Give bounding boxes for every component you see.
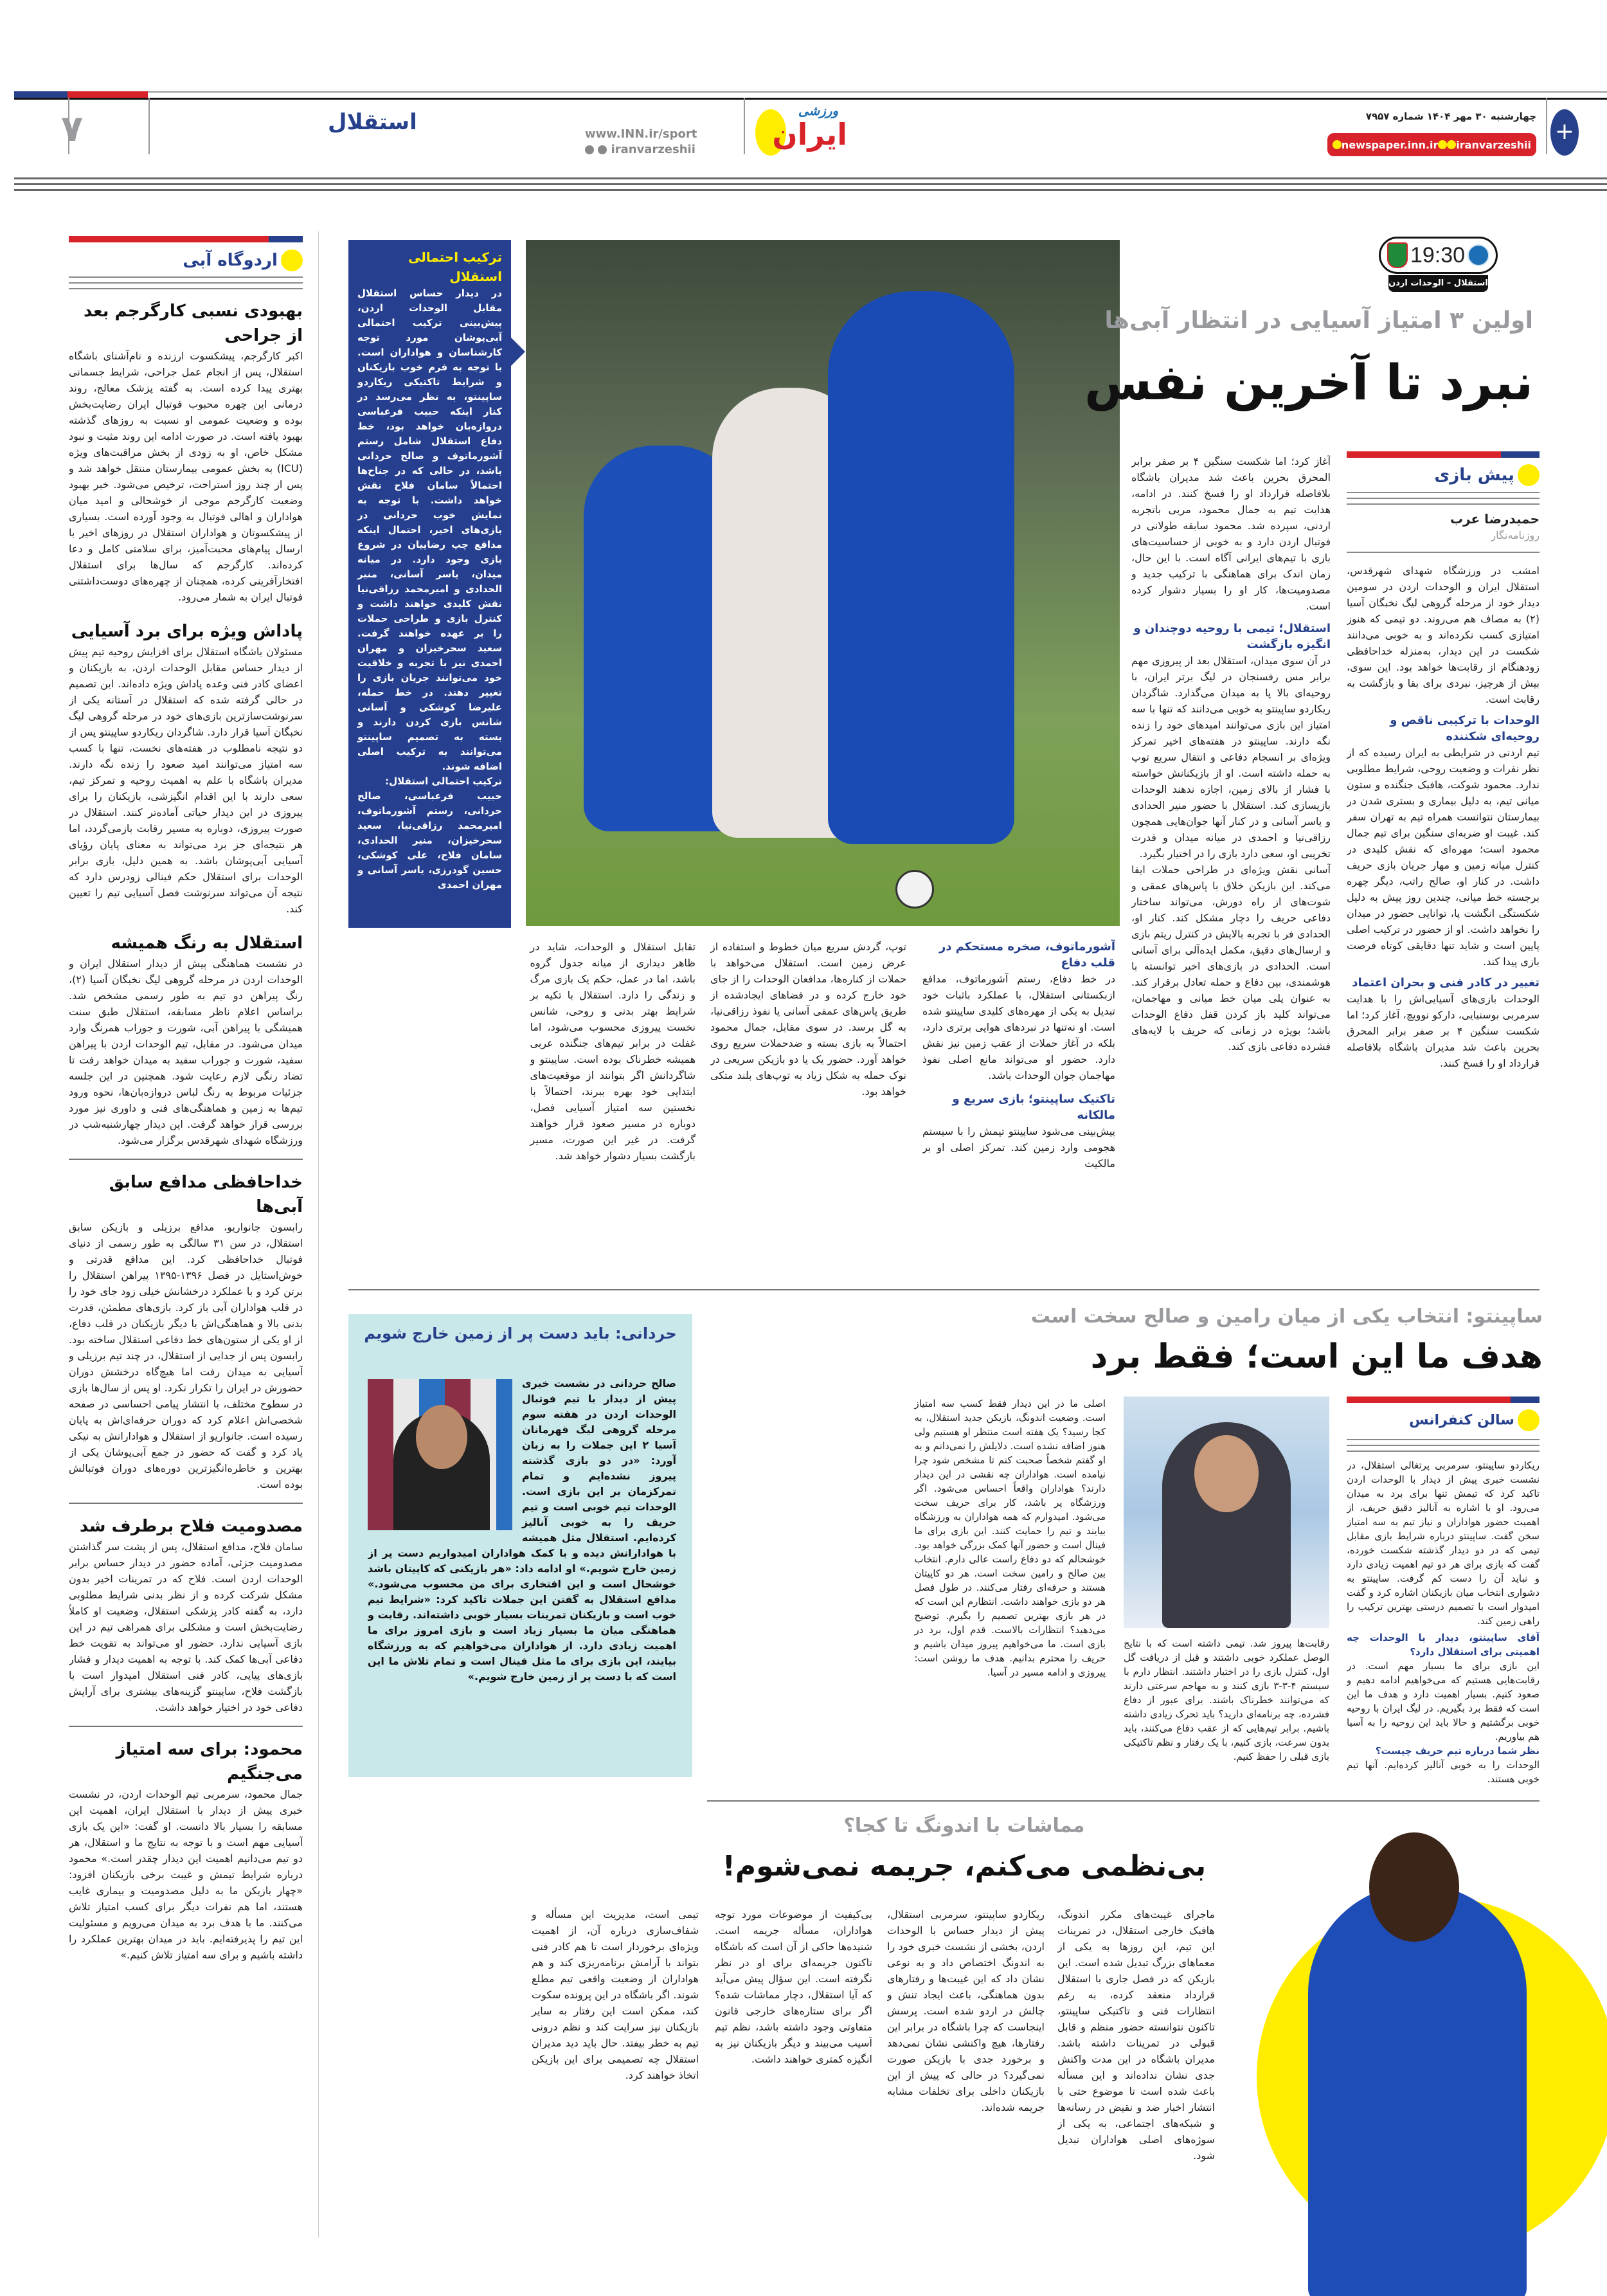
endong-col1: ماجرای غیبت‌های مکرر اندونگ، هافبک خارجی استقلال، در تمرینات این تیم، این روزها به یکی از معماهای بزرگ تبدیل شده است. این بازیکن که در فصل جاری با استقلال قرارداد منعقد کرده، به رغم انتظارات فنی و تاکتیکی ساپینتو، تاکنون نتوانسته حضور منظم و قابل قبولی در تمرینات داشته باشد. مدیران باشگاه در این مدت واکنش جدی نشان نداده‌اند و این مسأله باعث شده است تا موضوع حتی با انتشار اخبار ضد و نقیض در رسانه‌ها و شبکه‌های اجتماعی، به یکی از سوژه‌های اصلی هواداران تبدیل شود.: [1057, 1908, 1215, 2162]
main-article-col3: آشورماتوف، صخره مستحکم در قلب دفاع در خط دفاع، رستم آشورماتوف، مدافع ازبکستانی استقلال، با عملکرد باثبات خود تبدیل به یکی از مهره‌های کلیدی ساپینتو شده است. او نه‌تنها در نبردهای هوایی برتری دارد، بلکه در آغاز حملات از عقب زمین نیز نقش دارد. حضور او می‌تواند مانع اصلی نفوذ مهاجمان جوان الوحدات باشد. تاکتیک ساپینتو؛ بازی سریع و مالکانه پیش‌بینی می‌شود ساپینتو تیمش را با سیستم هجومی وارد زمین کند. تمرکز اصلی او بر مالکیت: [922, 940, 1115, 1170]
sidebar-item-title: استقلال به رنگ همیشه: [111, 934, 303, 953]
conference-title: هدف ما این است؛ فقط برد: [1090, 1337, 1543, 1376]
sidebar-section-label: اردوگاه آبی: [69, 249, 303, 271]
author-name: حمیدرضا عرب: [1450, 511, 1540, 527]
subhead: تاکتیک ساپینتو؛ بازی سریع و مالکانه: [952, 1092, 1115, 1122]
divider: [69, 1726, 303, 1727]
sidebar-item-title: مصدومیت فلاح برطرف شد: [79, 1517, 303, 1536]
sidebar-item-title: پاداش ویژه برای برد آسیایی: [71, 622, 303, 641]
endong-title: بی‌نظمی می‌کنم، جریمه نمی‌شوم!: [722, 1850, 1207, 1883]
main-kicker: اولین ۳ امتیاز آسیایی در انتظار آبی‌ها: [1104, 307, 1533, 334]
globe-icon: [1333, 140, 1342, 149]
lineup-box-pointer: [511, 338, 525, 366]
player-blue-2: [828, 291, 1014, 844]
esteghlal-logo: [1468, 244, 1489, 266]
conference-kicker: ساپینتو: انتخاب یکی از میان رامین و صالح سخت است: [1030, 1305, 1543, 1328]
sidebar-item: [69, 931, 303, 1148]
sidebar-item-title: محمود: برای سه امتیاز می‌جنگیم: [116, 1740, 303, 1784]
endong-col2: ریکاردو ساپینتو، سرمربی استقلال، پیش از دیدار حساس با الوحدات اردن، بخشی از نشست خبری خود را به اندونگ اختصاص داد و به نوعی نشان داد که این غیبت‌ها و رفتارهای بدون هماهنگی، باعث ایجاد تنش و چالش در اردو شده است. پرسش اینجاست که چرا باشگاه در برابر این رفتارها، هیچ واکنشی نشان نمی‌دهد و برخورد جدی با بازیکن صورت نمی‌گیرد؟ در حالی که پیش از این بازیکنان داخلی برای تخلفات مشابه جریمه شده‌اند.: [887, 1908, 1045, 2113]
sidebar-item: [69, 1170, 303, 1492]
section-color-bar: [1347, 451, 1540, 458]
lineup-box-text: در دیدار حساس استقلال مقابل الوحدات اردن، پیش‌بینی ترکیب احتمالی آبی‌پوشان مورد توجه کارشناسان و هواداران است. با توجه به فرم خوب بازیکنان و شرایط تاکتیکی ریکاردو ساپینتو، به نظر می‌رسد در کنار اینکه حبیب فرعباسی دروازه‌بان خواهد بود، خط دفاع استقلال شامل رستم آشورماتوف و صالح حردانی باشد، در حالی که در جناح‌ها احتمالاً سامان فلاح نقش خواهد داشت. با توجه به نمایش خوب حردانی در بازی‌های اخیر، احتمال اینکه مدافع چپ رضاییان در شروع بازی وجود دارد. در میانه میدان، یاسر آسانی، منیر الحدادی و امیرمحمد رزاقی‌نیا نقش کلیدی خواهند داشت و کنترل بازی و طراحی حملات را بر عهده خواهند گرفت. سعید سحرخیزان و مهران احمدی نیز با تجربه و خلاقیت خود می‌توانند جریان بازی را تغییر دهند. در خط حمله، علیرضا کوشکی و آسانی شانس بازی کردن دارند و بسته به تصمیم ساپینتو می‌توانند به ترکیب اصلی اضافه شوند.: [357, 287, 502, 772]
instagram-icon: [1447, 140, 1456, 149]
hardani-title: حردانی: باید دست پر از زمین خارج شویم: [364, 1324, 677, 1342]
section-color-bar: [1347, 1397, 1540, 1403]
endong-figure: [1308, 1884, 1527, 2296]
sidebar-item-text: در نشست هماهنگی پیش از دیدار استقلال ایران و الوحدات اردن در مرحله گروهی لیگ نخبگان آسیا (۲)، رنگ پیراهن دو تیم به طور رسمی مشخص شد. براساس اعلام ناظر مسابقه، استقلال طبق سنت همیشگی با پیراهن آبی، شورت و جوراب همرنگ وارد میدان می‌شود. در مقابل، تیم الوحدات اردن با پیراهن سفید، شورت و جوراب سفید به میدان خواهد رفت تا تضاد رنگی لازم رعایت شود. همچنین در این جلسه جزئیات مربوط به رنگ لباس دروازه‌بان‌ها، نحوه ورود تیم‌ها به زمین و هماهنگی‌های فنی و داوری نیز مورد بررسی قرار خواهد گرفت. این دیدار چهارشنبه‌شب در ورزشگاه شهدای شهرقدس برگزار می‌شود.: [69, 957, 303, 1146]
sidebar-column: [69, 299, 303, 2289]
divider: [69, 1159, 303, 1160]
section-title: استقلال: [328, 109, 417, 135]
lineup-label: ترکیب احتمالی استقلال:: [385, 775, 502, 787]
football-icon: [895, 870, 934, 908]
alwehdat-logo: [1387, 242, 1408, 268]
main-article-col4: توپ، گردش سریع میان خطوط و استفاده از عرض زمین است. استقلال می‌خواهد با حملات از کناره‌ها، مدافعان الوحدات را از جای خود خارج کرده و در فضاهای ایجادشده از طریق پاس‌های عمقی آسانی یا نفوذ رزاقی‌نیا، به گل برسد. در سوی مقابل، جمال محمود احتمالاً به بازی بسته و ضدحملات سریع روی خواهد آورد. حضور یک یا دو بازیکن سریعی در نوک حمله به شکل زیاد به توپ‌های بلند متکی خواهد بود.: [710, 941, 906, 1098]
main-article-col1: امشب در ورزشگاه شهدای شهرقدس، استقلال ایران و الوحدات اردن در سومین دیدار خود از مرحله گروهی لیگ نخبگان آسیا (۲) به مصاف هم می‌روند. دو تیمی که هنوز امتیازی کسب نکرده‌اند و به خوبی می‌دانند شکست در این دیدار، به‌منزله خداحافظی زودهنگام از رقابت‌ها خواهد بود. این سوی، بیش از هرچیز، نبردی برای بقا و بازگشت به رقابت است. الوحدات با ترکیبی ناقص و روحیه‌ای شکننده تیم اردنی در شرایطی به ایران رسیده که از نظر نفرات و وضعیت روحی، شرایط مطلوبی ندارد. محمود شوکت، هافبک جنگنده و ستون میانی تیم، به دلیل بیماری و بستری شدن در بیمارستان نتوانست همراه تیم به تهران سفر کند. غیبت او ضربه‌ای سنگین برای تیم جمال محمود است؛ مهره‌ای که نقش کلیدی در کنترل میانه زمین و مهار جریان بازی حریف داشت. در کنار او، صالح راتب، دیگر چهره برجسته خط میانی، چندین روز پیش به دلیل شکستگی انگشت پا، توانایی حضور در میدان را نخواهد داشت. او از حضور در ترکیب اصلی پایین است و شاید تنها دقایقی کوتاه فرصت بازی پیدا کند. تغییر در کادر فنی و بحران اعتماد الوحدات بازی‌های آسیایی‌اش را با هدایت سرمربی بوسنیایی، دارکو نوویچ، آغاز کرد؛ اما شکست سنگین ۴ بر صفر برابر المحرق بحرین باعث شد مدیران باشگاه بلافاصله قرارداد او را فسخ کنند.: [1347, 565, 1540, 1069]
conference-col2: رقابت‌ها پیروز شد. تیمی داشته است که با نتایج الوصل عملکرد خوبی داشتند و قبل از دریافت گل اول، کنترل بازی را در اختیار داشتند. انتظار دارم با سیستم ۴-۳-۳ بازی کنند و به مهاجم سرعتی دارند که می‌توانند خطرناک باشند. برای عبور از دفاع فشرده، چه برنامه‌ای دارید؟ باید تحرک زیادی داشته باشیم. برابر تیم‌هایی که از عقب دفاع می‌کنند، باید بدون سرعت، بازی کنیم، با یک رفتار و نظم تاکتیکی بازی قبلی را حفظ کنیم.: [1124, 1638, 1329, 1762]
sidebar-color-bar: [69, 236, 303, 242]
section-label-pishbazi: پیش بازی: [1347, 464, 1540, 486]
main-article-col2: آغاز کرد؛ اما شکست سنگین ۴ بر صفر برابر المحرق بحرین باعث شد مدیران باشگاه بلافاصله قرارداد او را فسخ کنند. در ادامه، هدایت تیم به جمال محمود، مربی باتجربه اردنی، سپرده شد. محمود سابقه طولانی در فوتبال اردن دارد و به خوبی از حساسیت‌های بازی با تیم‌های ایرانی آگاه است. با این حال، زمان اندک برای هماهنگی با ترکیب جدید و مصدومیت‌ها، کار او را بسیار دشوار کرده است. استقلال؛ تیمی با روحیه دوچندان و انگیزه بازگشت در آن سوی میدان، استقلال بعد از پیروزی مهم برابر مس رفسنجان در لیگ برتر ایران، با روحیه‌ای بالا پا به میدان می‌گذارد. شاگردان ریکاردو ساپینتو به خوبی می‌دانند که تنها با سه امتیاز این بازی می‌توانند امیدهای خود را زنده نگه دارند. ساپینتو در هفته‌های اخیر تمرکز ویژه‌ای بر انسجام دفاعی و انتقال سریع توپ به حمله داشته است. او از بازیکنانش خواسته با فشار از بالای زمین، اجازه ندهند الوحدات بازیسازی کند. استقلال با حضور منیر الحدادی و یاسر آسانی و در کنار آنها جوان‌هایی همچون رزاقی‌نیا و احمدی در میانه میدان و قدرت تخریبی او، سعی دارد بازی را در اختیار بگیرد. آسانی نقش ویژه‌ای در طراحی حملات ایفا می‌کند. این بازیکن خلاق با پاس‌های عمقی و شوت‌های از راه دورش، می‌تواند ساختار دفاعی حریف را دچار مشکل کند. کنار او، الحدادی فر با تجربه بالایش در کنترل ریتم بازی و ارسال‌های دقیق، مکمل ایده‌آلی برای آسانی است. الحدادی در بازی‌های اخیر توانسته با هوشمندی، بین دفاع و حمله تعادل برقرار کند. به عنوان پلی میان خط میانی و مهاجمان، می‌تواند کلید باز کردن قفل دفاع الوحدات باشد؛ بویژه در زمانی که حریف با لایه‌های فشرده دفاعی بازی کند.: [1131, 455, 1331, 1053]
endong-col3: بی‌کیفیت از موضوعات مورد توجه هواداران، مسأله جریمه است. شنیده‌ها حاکی از آن است که باشگاه تاکنون جریمه‌ای برای او در نظر نگرفته است. این سؤال پیش می‌آید که آیا استقلال، دچار مماشات شده؟ اگر برای ستاره‌های خارجی قانون متفاوتی وجود داشته باشد، نظم تیم آسیب می‌بیند و دیگر بازیکنان نیز به انگیزه کمتری خواهند داشت.: [715, 1908, 872, 2065]
sidebar-item: [69, 1737, 303, 1963]
conference-col3: اصلی ما در این دیدار فقط کسب سه امتیاز است. وضعیت اندونگ، بازیکن جدید استقلال، به کجا رسید؟ یک هفته است منتظر او هستیم ولی هنوز اضافه نشده است. دلایلش را نمی‌دانم و به او گفتم شخصاً صحبت کنم تا مشخص شود چرا نیامده است. هواداران چه نقشی در این دیدار دارند؟ هواداران واقعاً احساس می‌شود. اگر ورزشگاه پر باشد، کار برای حریف سخت می‌شود. امیدوارم که همه هواداران به ورزشگاه بیایند و تیم را حمایت کنند. این بازی برای ما فینال است و حضور آنها کمک بزرگی خواهد بود. خوشحالم که دو دفاع راست عالی دارم. انتخاب بین صالح و رامین سخت است. هر دو کاپیتان هستند و حرفه‌ای رفتار می‌کنند. در طول فصل هر دو بازی خواهند داشت. انتظارم این است که در هر بازی بهترین تصمیم را بگیرم. توضیح می‌دهید؟ انتظارات بالاست. قدم اول، برد در بازی است. ما می‌خواهیم پیروز میدان باشیم و حریف را محترم بدانیم. هدف ما روشن است: پیروزی و ادامه مسیر در آسیا.: [914, 1398, 1106, 1678]
endong-kicker: مماشات با اندونگ تا کجا؟: [843, 1814, 1085, 1837]
dateline: چهارشنبه ۳۰ مهر ۱۴۰۴ شماره ۷۹۵۷: [1365, 111, 1536, 122]
page-number: ۷: [61, 108, 84, 150]
lineup-list: حبیب فرعباسی، صالح حردانی، رستم آشورماتوف، امیرمحمد رزاقی‌نیا، سعید سحرخیزان، منیر الحدادی، سامان فلاح، علی کوشکی، حسین گودرزی، یاسر آسانی و مهران احمدی: [357, 790, 502, 890]
website-link[interactable]: www.INN.ir/sport: [585, 127, 697, 141]
endong-photo: [1225, 1800, 1607, 2296]
telegram-icon: [585, 145, 594, 154]
endong-col4: تیمی است، مدیریت این مسأله و شفاف‌سازی درباره آن، از اهمیت ویژه‌ای برخوردار است تا هم کادر فنی بتواند با آرامش برنامه‌ریزی کند و هم هواداران از وضعیت واقعی تیم مطلع شوند. اگر باشگاه در این پرونده سکوت کند، ممکن است این رفتار به سایر بازیکنان نیز سرایت کند و نظم درونی تیم به خطر بیفتد. حال باید دید مدیران استقلال چه تصمیمی برای این بازیکن اتخاذ خواهند کرد.: [532, 1908, 699, 2081]
yellow-dot-icon: [1518, 464, 1540, 486]
yellow-dot-icon: [1518, 1409, 1540, 1431]
yellow-dot-icon: [281, 249, 303, 271]
lineup-box-title: ترکیب احتمالی استقلال: [408, 249, 502, 284]
conference-col1: ریکاردو ساپینتو، سرمربی پرتغالی استقلال، در نشست خبری پیش از دیدار با الوحدات اردن تاکید کرد که تیمش تنها برای برد به میدان می‌رود. او با اشاره به آنالیز دقیق حریف، از اهمیت حضور هواداران و نیاز تیم به سه امتیاز سخن گفت. ساپینتو درباره شرایط بازی مقابل تیمی که در دو دیدار گذشته شکست خورده، گفت که بازی برای هر دو تیم اهمیت زیادی دارد و نباید آن را دست کم گرفت. ساپینتو به دشواری انتخاب میان بازیکنان اشاره کرد و گفت امیدوار است با تصمیم درستی بهترین ترکیب را راهی زمین کند. آقای ساپینتو، دیدار با الوحدات چه اهمیتی برای استقلال دارد؟ این بازی برای ما بسیار مهم است. در رقابت‌هایی هستیم که می‌خواهیم ادامه دهیم و صعود کنیم. بسیار اهمیت دارد و هدف ما این است که فقط برد بگیریم. در لیگ ایران با روحیه خوبی برگشتیم و حالا باید این روحیه را به آسیا هم بیاوریم. نظر شما درباره تیم حریف چیست؟ الوحدات را به خوبی آنالیز کرده‌ایم. آنها تیم خوبی هستند.: [1347, 1460, 1540, 1785]
lineup-box: [348, 240, 511, 928]
sapinto-photo: [1124, 1397, 1329, 1628]
sidebar-item-text: جمال محمود، سرمربی تیم الوحدات اردن، در نشست خبری پیش از دیدار با استقلال ایران، اهمیت این مسابقه را بسیار بالا دانست. او گفت: «این یک بازی آسیایی مهم است و با توجه به نتایج ما و استقلال، هر دو تیم می‌دانیم اهمیت این دیدار چقدر است.» محمود درباره شرایط تیمش و غیبت برخی بازیکنان افزود: «چهار بازیکن ما به دلیل مصدومیت و بیماری غایب هستند، اما هم نفرات دیگر برای کسب امتیاز تلاش می‌کنند. ما با هدف برد به میدان می‌رویم و مسئولیت این تیم را پذیرفته‌ایم. باید در میدان بهترین عملکرد را داشته باشیم و برای سه امتیاز تلاش کنیم.»: [69, 1788, 303, 1961]
question: نظر شما درباره تیم حریف چیست؟: [1375, 1745, 1540, 1757]
sidebar-item-title: بهبودی نسبی کارگرجم بعد از جراحی: [83, 302, 303, 345]
section-label-conference: سالن کنفرانس: [1347, 1409, 1540, 1431]
divider: [69, 1503, 303, 1504]
author-role: روزنامه‌نگار: [1491, 529, 1540, 541]
newspaper-links[interactable]: newspaper.inn.ir iranvarzeshii: [1327, 133, 1536, 156]
main-title: نبرد تا آخرین نفس: [1084, 354, 1533, 411]
sidebar-item-text: سامان فلاح، مدافع استقلال، پس از پشت سر گذاشتن مصدومیت جزئی، آماده حضور در دیدار حساس برابر الوحدات اردن است. فلاح که در تمرینات اخیر بدون مشکل شرکت کرده و از نظر بدنی شرایط مطلوبی دارد، به گفته کادر پزشکی استقلال، وضعیت او کاملاً رضایت‌بخش است و مشکلی برای همراهی تیم در این بازی آسیایی ندارد. حضور او می‌تواند به تقویت خط دفاعی آبی‌ها کمک کند. با توجه به اهمیت دیدار و فشار بازی‌های پیاپی، کادر فنی استقلال امیدوار است با بازگشت فلاح، ساپینتو گزینه‌های بیشتری برای آرایش دفاعی خود در اختیار خواهد داشت.: [69, 1541, 303, 1713]
match-time: 19:30: [1410, 242, 1466, 267]
plus-icon: +: [1550, 109, 1579, 156]
sidebar-item: [69, 619, 303, 917]
hardani-text: صالح حردانی در نشست خبری پیش از دیدار با تیم فوتبال الوحدات اردن در هفته سوم مرحله گروهی لیگ قهرمانان آسیا ۲ این جملات را به زبان آورد: «در دو بازی گذشته پیروز نشده‌ایم و تمام تمرکزمان بر این بازی است. الوحدات تیم خوبی است و تیم حریف را به خوبی آنالیز کرده‌ایم. استقلال مثل همیشه با هوادارانش دیده و با کمک هواداران امیدواریم دست پر از زمین خارج شویم.» او ادامه داد: «هر بازیکنی که کاپیتان باشد خوشحال است و این افتخاری برای من محسوب می‌شود.» مدافع استقلال به گفتن این جملات تاکید کرد: «شرایط تیم خوب است و بازیکنان تمرینات بسیار خوبی داشته‌اند. رقابت و هماهنگی میان ما بسیار زیاد است و بازی امروز برای ما اهمیت زیادی دارد. از هواداران می‌خواهیم که به ورزشگاه بیایند، این بازی برای ما مثل فینال است و تمام تلاش ما این است که با دست پر از زمین خارج شویم.»: [368, 1377, 676, 1683]
main-article-col5: تقابل استقلال و الوحدات، شاید در ظاهر دیداری از میانه جدول گروه باشد، اما در عمل، حکم یک بازی مرگ و زندگی را دارد. استقلال با تکیه بر شرایط بهتر بدنی و روحی، شانس نخست پیروزی محسوب می‌شود، اما غفلت در برابر تیم‌های جنگنده عربی همیشه خطرناک بوده است. ساپینتو و شاگردانش اگر بتوانند از موقعیت‌های ابتدایی خود بهره ببرند، احتمالاً با نخستین سه امتیاز آسیایی فصل، دوباره در مسیر صعود قرار خواهند گرفت. در غیر این صورت، مسیر بازگشت بسیار دشوار خواهد شد.: [530, 941, 696, 1162]
sidebar-item-text: اکبر کارگرجم، پیشکسوت ارزنده و نام‌آشنای باشگاه استقلال، پس از انجام عمل جراحی، شرایط جسمانی بهتری پیدا کرده است. به گفته پزشک معالج، روند درمانی این چهره محبوب فوتبال ایران رضایت‌بخش بوده و وضعیت عمومی او نسبت به روزهای گذشته بهبود یافته است. در صورت ادامه این روند مثبت و نبود مشکل خاص، او به زودی از بخش مراقبت‌های ویژه (ICU) به بخش عمومی بیمارستان منتقل خواهد شد و پس از چند روز استراحت، ترخیص می‌شود. خبر بهبود وضعیت کارگرجم موجی از خوشحالی و امید میان هواداران و اهالی فوتبال به وجود آورده است. بسیاری از پیشکسوتان و هواداران استقلال در روزهای اخیر با ارسال پیام‌های محبت‌آمیز، برای سلامتی کامل و دعا کرده‌اند. کارگرجم که سال‌ها برای استقلال افتخارآفرینی کرده، همچنان از چهره‌های دوست‌داشتنی فوتبال ایران به شمار می‌رود.: [69, 350, 303, 603]
subhead: تغییر در کادر فنی و بحران اعتماد: [1352, 976, 1540, 990]
question: آقای ساپینتو، دیدار با الوحدات چه اهمیتی برای استقلال دارد؟: [1347, 1632, 1540, 1658]
social-handle[interactable]: iranvarzeshii: [585, 143, 696, 156]
photo-spacer: [368, 1376, 522, 1537]
subhead: الوحدات با ترکیبی ناقص و روحیه‌ای شکننده: [1390, 714, 1540, 743]
logo: ورزشی ایران: [772, 103, 847, 152]
subhead: استقلال؛ تیمی با روحیه دوچندان و انگیزه بازگشت: [1133, 622, 1331, 651]
sidebar-item-title: خداحافظی مدافع سابق آبی‌ها: [109, 1173, 303, 1216]
sidebar-item: [69, 299, 303, 605]
sidebar-item-text: مسئولان باشگاه استقلال برای افزایش روحیه تیم پیش از دیدار حساس مقابل الوحدات اردن، به بازیکنان و اعضای کادر فنی وعده پاداش ویژه داده‌اند. این تصمیم در حالی گرفته شده که استقلال در آستانه یکی از سرنوشت‌سازترین بازی‌های خود در مرحله گروهی لیگ نخبگان آسیا قرار دارد. شاگردان ریکاردو ساپینتو پس از دو نتیجه نامطلوب در هفته‌های نخست، تنها با کسب سه امتیاز می‌توانند امید صعود را زنده نگه دارند. مدیران باشگاه با علم به اهمیت روحیه و تمرکز تیم، سعی دارند با این اقدام انگیزشی، بازیکنان را برای پیروزی در این دیدار حیاتی آماده‌تر کنند. استقلال در صورت پیروزی، دوباره به مسیر رقابت بازمی‌گردد، اما هر نتیجه‌ای جز برد می‌تواند به معنای پایان رؤیای آسیایی آبی‌پوشان باشد. به همین دلیل، بازی برابر الوحدات برای استقلال حکم فینالی زودرس دارد که نتیجه آن می‌تواند سرنوشت فصل آسیایی تیم را تعیین کند.: [69, 646, 303, 915]
sidebar-item: [69, 1514, 303, 1715]
match-badge: [1379, 237, 1498, 274]
subhead: آشورماتوف، صخره مستحکم در قلب دفاع: [938, 940, 1115, 970]
telegram-icon: [1438, 140, 1447, 149]
endong-face: [1369, 1832, 1459, 1942]
main-photo: [526, 240, 1120, 926]
sidebar-item-text: رابسون جانواریو، مدافع برزیلی و بازیکن سابق استقلال، در سن ۳۱ سالگی به طور رسمی از دنیای فوتبال خداحافظی کرد. این مدافع قدرتی و خوش‌استایل در فصل ۱۳۹۶-۱۳۹۵ پیراهن استقلال را برتن کرد و با عملکرد درخشانش خیلی زود جای خود را در قلب هواداران آبی باز کرد. بازی‌های مطمئن، قدرت بدنی بالا و هماهنگی‌اش با دیگر بازیکنان در قلب دفاع، از او یکی از ستون‌های خط دفاعی استقلال ساخته بود. رابسون پس از جدایی از استقلال، در چند تیم برزیلی و آسیایی به میدان رفت اما هیچ‌گاه درخشش دوران حضورش در ایران را تکرار نکرد. او پس از سال‌ها بازی در سطوح مختلف، با انتشار پیامی احساسی در صفحه شخصی‌اش اعلام کرد که دوران حرفه‌ای‌اش به پایان رسیده است. جانواریو از استقلال و هوادارانش به نیکی یاد کرد و گفت که حضور در جمع آبی‌پوشان یکی از بهترین و خاطره‌انگیزترین دوره‌های دوران فوتبالش بوده است.: [69, 1221, 303, 1490]
sapinto-face: [1194, 1435, 1259, 1512]
instagram-icon: [598, 145, 607, 154]
match-teams: استقلال – الوحدات اردن: [1388, 275, 1488, 292]
